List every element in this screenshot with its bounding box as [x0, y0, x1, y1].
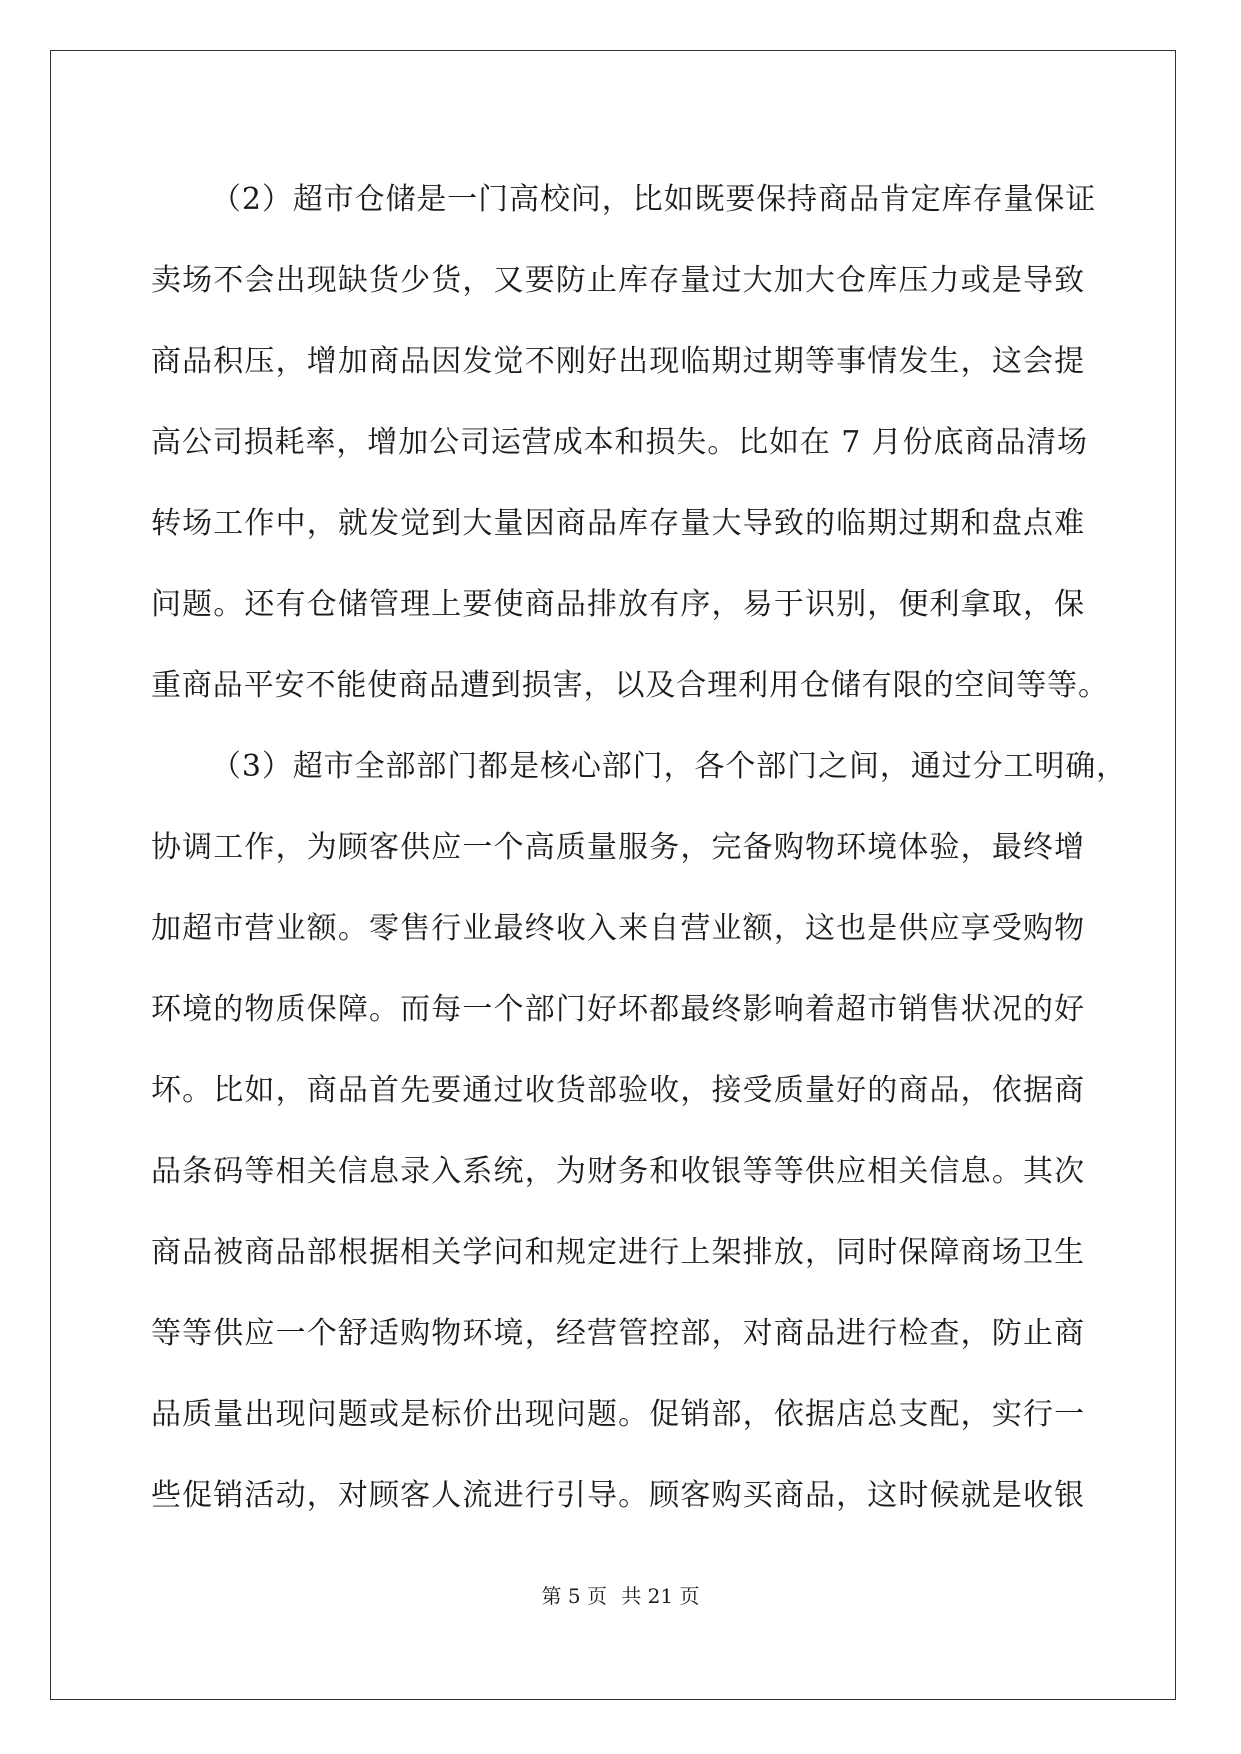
paragraph-line: 些促销活动，对顾客人流进行引导。顾客购买商品，这时候就是收银	[151, 1478, 1085, 1513]
paragraph-line: 问题。还有仓储管理上要使商品排放有序，易于识别，便利拿取，保	[151, 587, 1085, 622]
document-body	[151, 159, 1128, 1536]
paragraph-line: （2）超市仓储是一门高校问，比如既要保持商品肯定库存量保证	[211, 182, 1097, 217]
paragraph-line: 坏。比如，商品首先要通过收货部验收，接受质量好的商品，依据商	[151, 1073, 1085, 1108]
paragraph-line: 品条码等相关信息录入系统，为财务和收银等等供应相关信息。其次	[151, 1154, 1085, 1189]
page-footer	[0, 1580, 1241, 1609]
page-number: 第 5 页	[541, 1584, 607, 1608]
paragraph-line: 重商品平安不能使商品遭到损害，以及合理利用仓储有限的空间等等。	[151, 668, 1109, 703]
paragraph-line: 品质量出现问题或是标价出现问题。促销部，依据店总支配，实行一	[151, 1397, 1085, 1432]
paragraph-line: 高公司损耗率，增加公司运营成本和损失。比如在 7 月份底商品清场	[151, 425, 1088, 460]
paragraph-line: 加超市营业额。零售行业最终收入来自营业额，这也是供应享受购物	[151, 911, 1085, 946]
paragraph-line: 商品被商品部根据相关学问和规定进行上架排放，同时保障商场卫生	[151, 1235, 1085, 1270]
page-total: 共 21 页	[621, 1584, 700, 1608]
paragraph-line: 协调工作，为顾客供应一个高质量服务，完备购物环境体验，最终增	[151, 830, 1085, 865]
paragraph-line: 等等供应一个舒适购物环境，经营管控部，对商品进行检查，防止商	[151, 1316, 1085, 1351]
paragraph-line: 卖场不会出现缺货少货，又要防止库存量过大加大仓库压力或是导致	[151, 263, 1085, 298]
paragraph-line: （3）超市全部部门都是核心部门，各个部门之间，通过分工明确，	[211, 749, 1128, 784]
paragraph-line: 商品积压，增加商品因发觉不刚好出现临期过期等事情发生，这会提	[151, 344, 1085, 379]
paragraph-line: 转场工作中，就发觉到大量因商品库存量大导致的临期过期和盘点难	[151, 506, 1085, 541]
paragraph-line: 环境的物质保障。而每一个部门好坏都最终影响着超市销售状况的好	[151, 992, 1085, 1027]
